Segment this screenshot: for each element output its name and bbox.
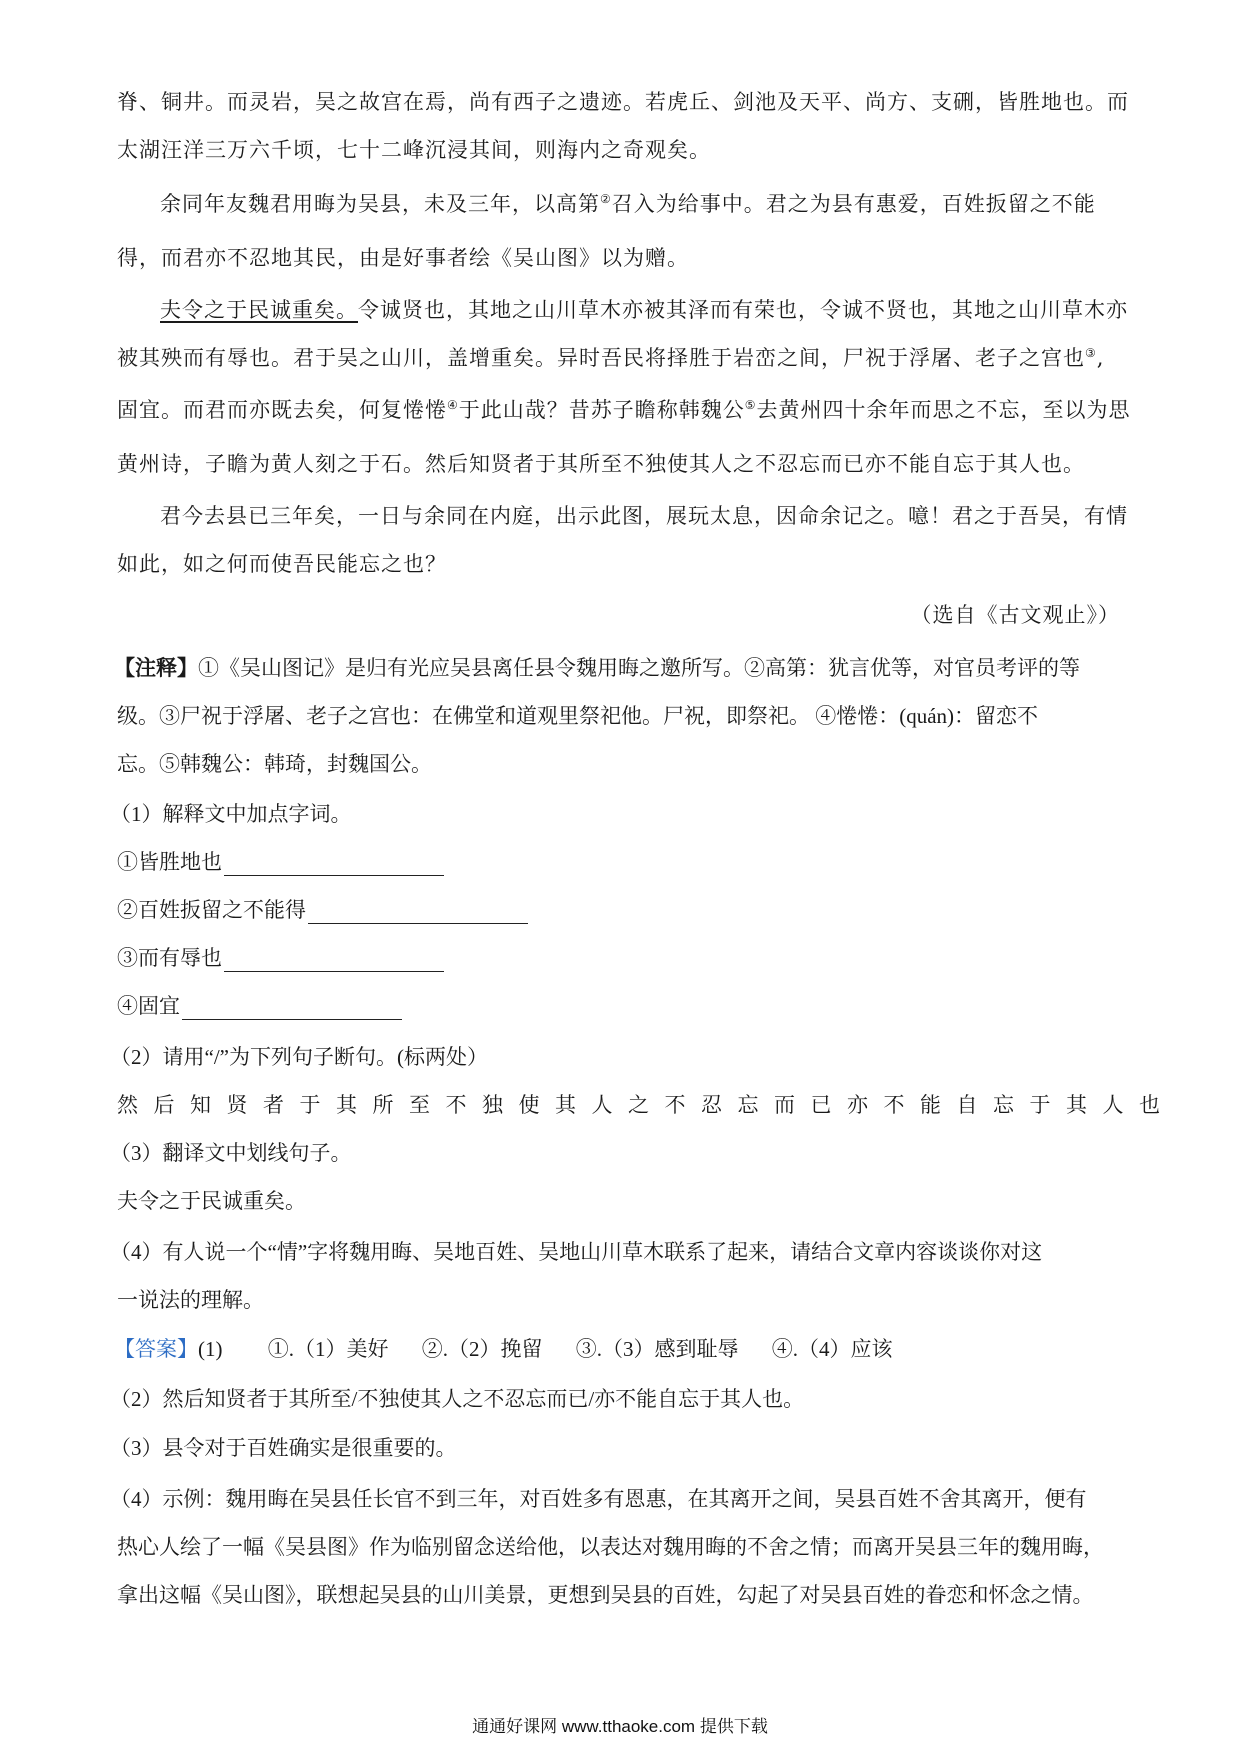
footnote-marker: ⑤ (744, 398, 757, 412)
notes-line: 【注释】①《吴山图记》是归有光应吴县离任县令魏用晦之邀所写。②高第：犹言优等，对官员考评的等 (114, 656, 1080, 680)
answer-blank[interactable] (224, 853, 444, 876)
answer-blank[interactable] (308, 901, 528, 924)
notes-line: 级。③尸祝于浮屠、老子之宫也：在佛堂和道观里祭祀他。尸祝，即祭祀。 ④惓惓：(quán)：留恋不 (117, 704, 1039, 728)
passage-line: 君今去县已三年矣，一日与余同在内庭，出示此图，展玩太息，因命余记之。噫！君之于吾吴，有情 (160, 504, 1128, 528)
footnote-marker: ③ (1085, 346, 1097, 360)
passage-line: 脊、铜井。而灵岩，吴之故宫在焉，尚有西子之遗迹。若虎丘、剑池及天平、尚方、支硎，皆胜地也。而 (117, 90, 1129, 114)
question-2: （2）请用“/”为下列句子断句。(标两处） (110, 1045, 488, 1069)
question-1-item: ④固宜 (117, 992, 402, 1020)
notes-tag: 【注释】 (114, 656, 198, 680)
question-3-sentence: 夫令之于民诚重矣。 (117, 1189, 306, 1213)
question-2-sentence: 然后知贤者于其所至不独使其人之不忍忘而已亦不能自忘于其人也 (117, 1093, 1176, 1117)
question-4: 一说法的理解。 (117, 1288, 264, 1312)
passage-line: 得，而君亦不忍地其民，由是好事者绘《吴山图》以为赠。 (117, 246, 689, 270)
question-1: （1）解释文中加点字词。 (110, 802, 352, 826)
underlined-sentence: 夫令之于民诚重矣。 (160, 298, 358, 322)
question-1-item: ②百姓扳留之不能得 (117, 896, 528, 924)
passage-line: 固宜。而君而亦既去矣，何复惓惓④于此山哉？昔苏子瞻称韩魏公⑤去黄州四十余年而思之不忘，至以为思 (117, 398, 1131, 422)
footnote-marker: ④ (447, 398, 459, 412)
answer-line: （3）县令对于百姓确实是很重要的。 (110, 1436, 457, 1460)
answer-blank[interactable] (224, 949, 444, 972)
question-3: （3）翻译文中划线句子。 (110, 1141, 352, 1165)
answer-line: （2）然后知贤者于其所至/不独使其人之不忍忘而已/亦不能自忘于其人也。 (110, 1387, 805, 1411)
question-1-item: ①皆胜地也 (117, 848, 444, 876)
passage-line: 余同年友魏君用晦为吴县，未及三年，以高第②召入为给事中。君之为县有惠爱，百姓扳留之不能 (160, 192, 1096, 216)
question-1-item: ③而有辱也 (117, 944, 444, 972)
answer-blank[interactable] (182, 997, 402, 1020)
answer-line: （4）示例：魏用晦在吴县任长官不到三年，对百姓多有恩惠，在其离开之间，吴县百姓不舍其离开，便有 (110, 1487, 1087, 1511)
footer-credit[interactable]: 通通好课网 www.tthaoke.com 提供下载 (472, 1717, 768, 1736)
answer-line: 拿出这幅《吴山图》，联想起吴县的山川美景，更想到吴县的百姓，勾起了对吴县百姓的眷恋和怀念之情。 (117, 1583, 1094, 1607)
footnote-marker: ② (600, 192, 612, 206)
passage-line: 太湖汪洋三万六千顷，七十二峰沉浸其间，则海内之奇观矣。 (117, 138, 711, 162)
question-4: （4）有人说一个“情”字将魏用晦、吴地百姓、吴地山川草木联系了起来，请结合文章内容谈谈你对这 (110, 1240, 1043, 1264)
source-citation: （选自《古文观止》） (910, 603, 1120, 627)
answer-line: 热心人绘了一幅《吴县图》作为临别留念送给他，以表达对魏用晦的不舍之情；而离开吴县三年的魏用晦， (117, 1535, 1104, 1559)
answer-tag: 【答案】 (114, 1337, 198, 1361)
notes-line: 忘。⑤韩魏公：韩琦，封魏国公。 (117, 752, 432, 776)
answer-line: 【答案】(1) ①.（1）美好 ②.（2）挽留 ③.（3）感到耻辱 ④.（4）应该 (114, 1337, 893, 1361)
passage-line: 如此，如之何而使吾民能忘之也？ (117, 552, 447, 576)
passage-line: 黄州诗，子瞻为黄人刻之于石。然后知贤者于其所至不独使其人之不忍忘而已亦不能自忘于其人也。 (117, 452, 1085, 476)
passage-line: 被其殃而有辱也。君于吴之山川，盖增重矣。异时吾民将择胜于岩峦之间，尸祝于浮屠、老子之宫也③, (117, 346, 1105, 370)
passage-line: 夫令之于民诚重矣。令诚贤也，其地之山川草木亦被其泽而有荣也，令诚不贤也，其地之山川草木亦 (160, 298, 1128, 322)
